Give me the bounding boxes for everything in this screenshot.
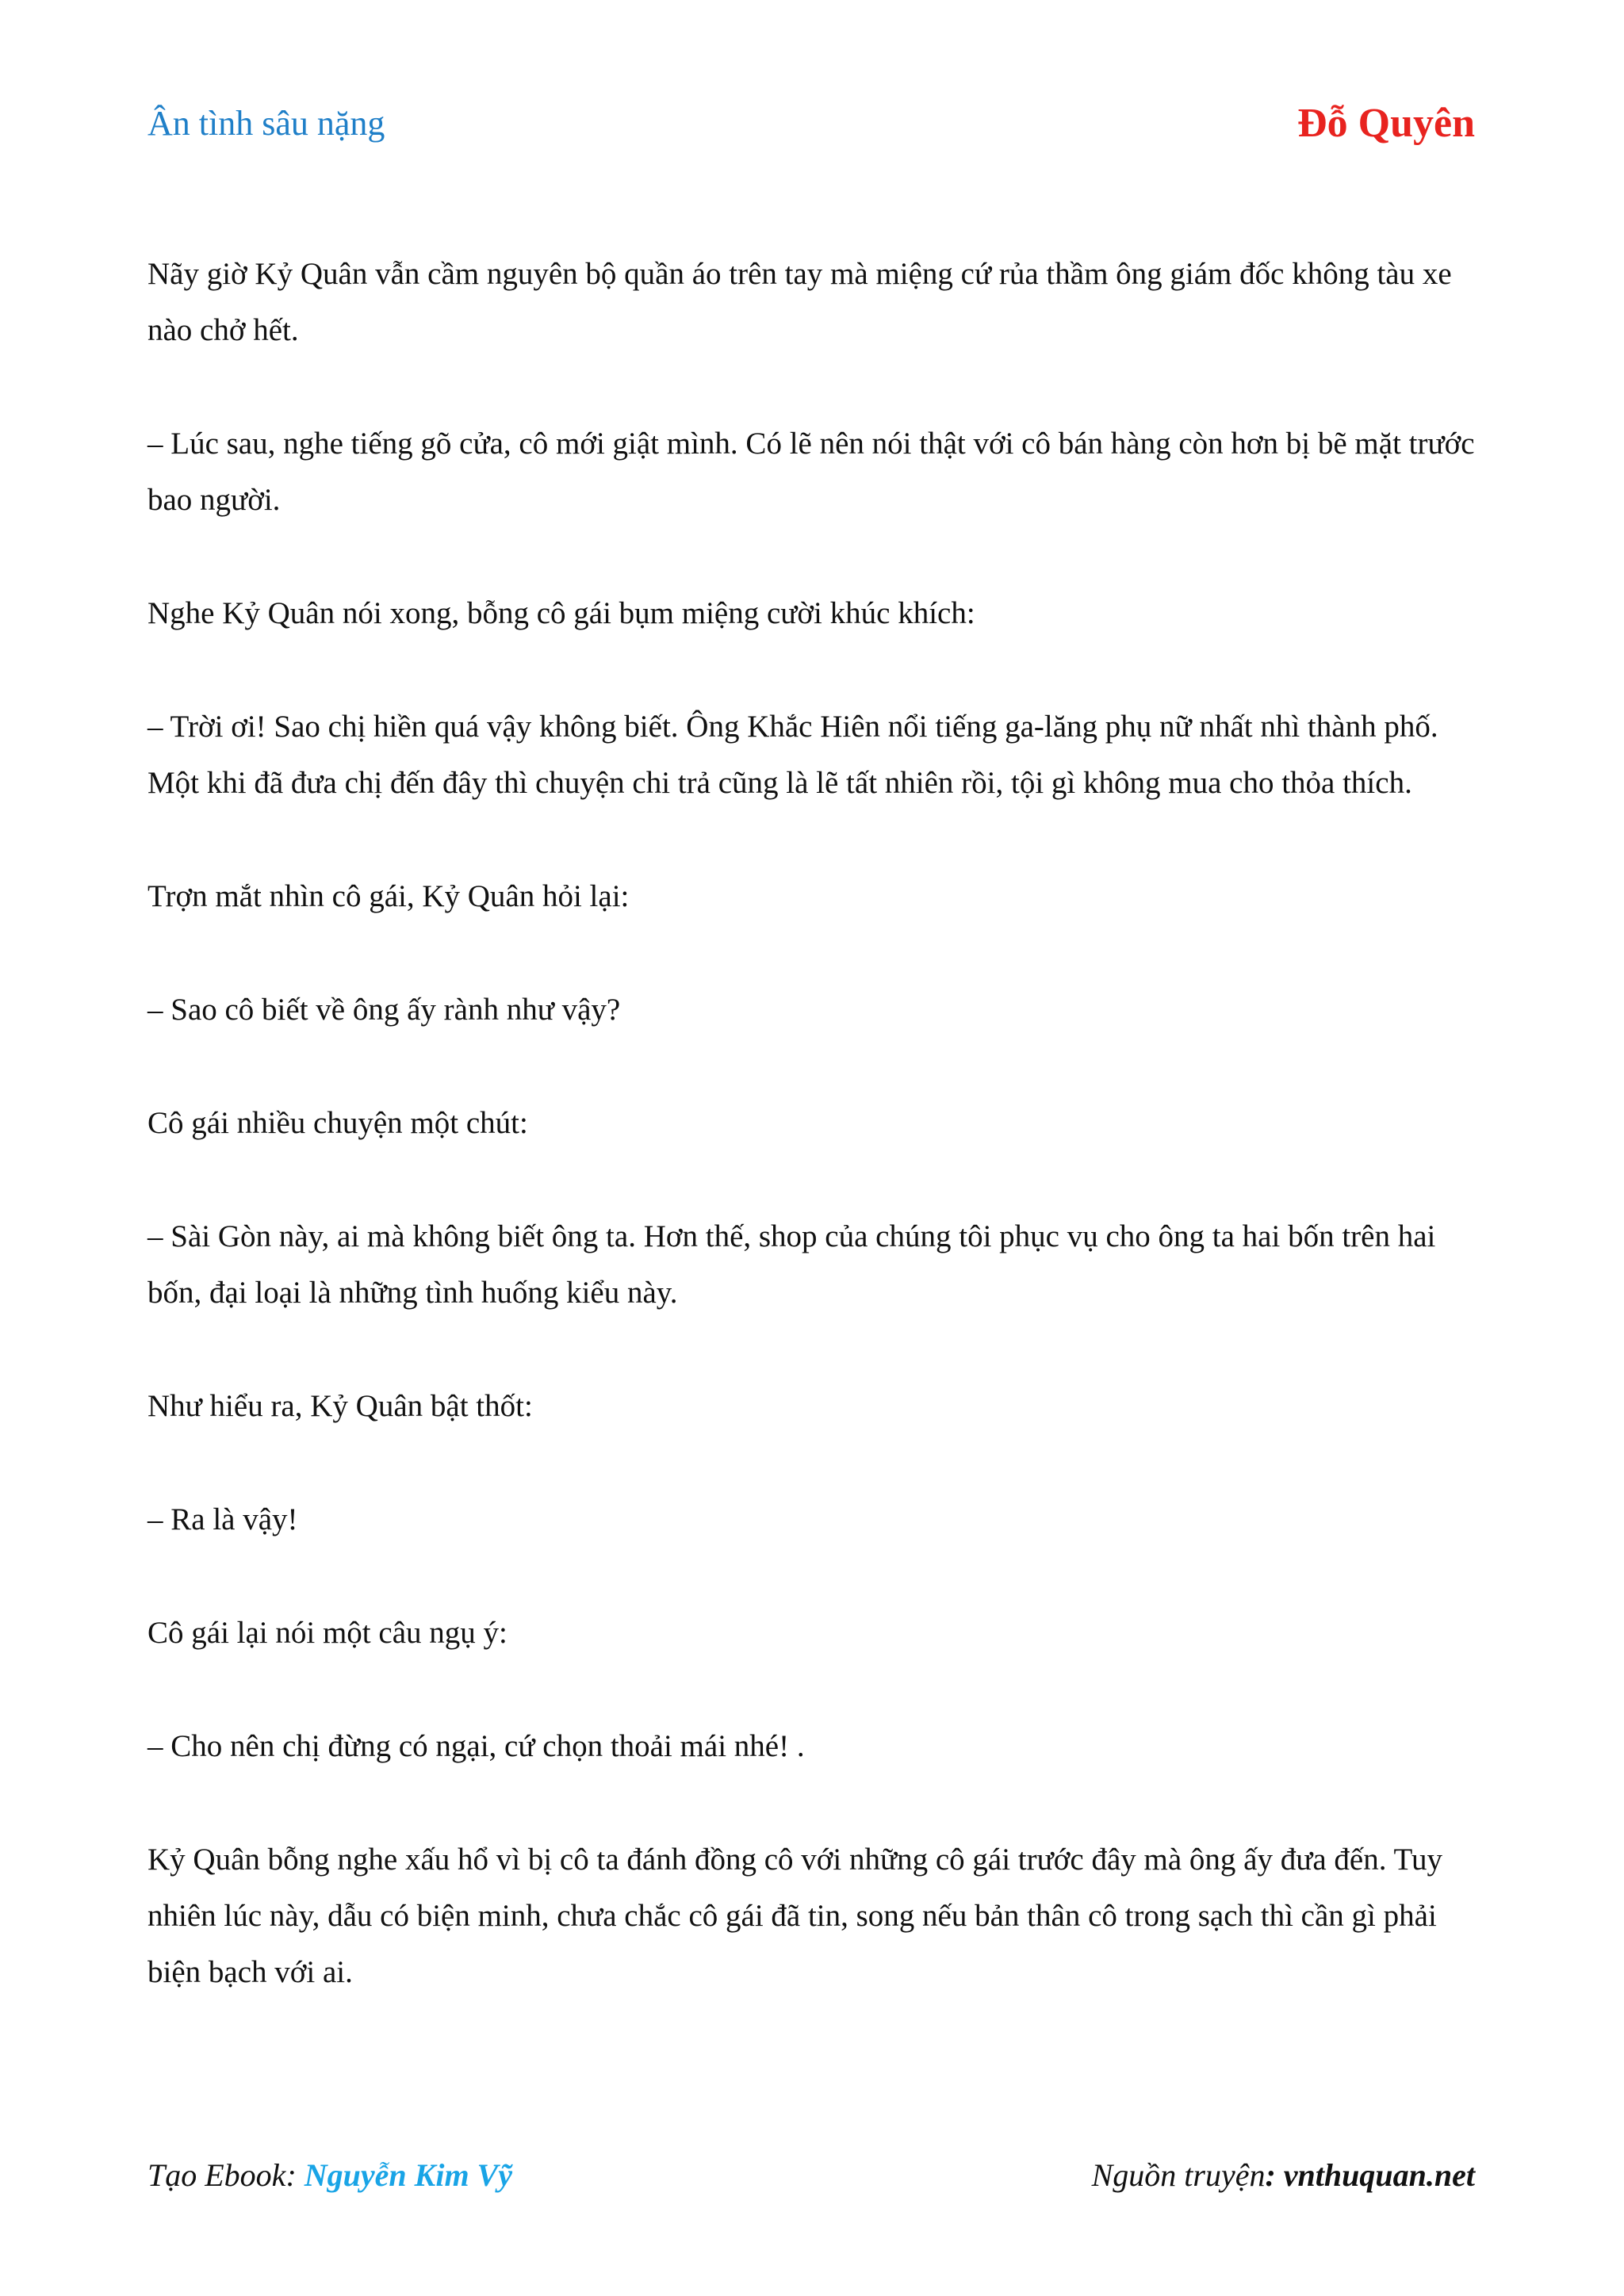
paragraph: – Ra là vậy! (147, 1502, 298, 1536)
source-credit (1092, 2156, 1475, 2194)
author-name: Đỗ Quyên (1297, 101, 1475, 146)
paragraph: – Cho nên chị đừng có ngại, cứ chọn thoải mái nhé! . (147, 1729, 805, 1763)
source-site-name: vnthuquan.net (1283, 2157, 1475, 2193)
paragraph: Kỷ Quân bỗng nghe xấu hổ vì bị cô ta đánh đồng cô với những cô gái trước đây mà ông ấy đưa đến. Tuy nhiên lúc này, dẫu có biện minh, chưa chắc cô gái đã tin, song nếu bản thân cô trong sạch thì cần gì phải biện bạch với ai. (147, 1843, 1442, 1989)
paragraph: – Sao cô biết về ông ấy rành như vậy? (147, 993, 621, 1027)
paragraph: – Trời ơi! Sao chị hiền quá vậy không biết. Ông Khắc Hiên nổi tiếng ga-lăng phụ nữ nhất nhì thành phố. Một khi đã đưa chị đến đây thì chuyện chi trả cũng là lẽ tất nhiên rồi, tội gì không mua cho thỏa thích. (147, 710, 1438, 800)
ebook-colon: : (285, 2157, 304, 2193)
page-header (147, 100, 1475, 155)
paragraph: Như hiểu ra, Kỷ Quân bật thốt: (147, 1389, 533, 1423)
paragraph: Nãy giờ Kỷ Quân vẫn cầm nguyên bộ quần áo trên tay mà miệng cứ rủa thầm ông giám đốc không tàu xe nào chở hết. (147, 257, 1452, 347)
book-title: Ân tình sâu nặng (147, 104, 385, 143)
paragraph: – Lúc sau, nghe tiếng gõ cửa, cô mới giật mình. Có lẽ nên nói thật với cô bán hàng còn hơn bị bẽ mặt trước bao người. (147, 427, 1475, 517)
source-colon: : (1265, 2157, 1284, 2193)
page-footer (147, 2156, 1475, 2204)
ebook-creator-name: Nguyễn Kim Vỹ (304, 2157, 512, 2193)
story-body (147, 246, 1480, 2057)
paragraph: Cô gái lại nói một câu ngụ ý: (147, 1616, 508, 1650)
paragraph: Cô gái nhiều chuyện một chút: (147, 1106, 528, 1140)
source-label: Nguồn truyện (1091, 2157, 1266, 2193)
ebook-credit (147, 2156, 512, 2194)
paragraph: Trợn mắt nhìn cô gái, Kỷ Quân hỏi lại: (147, 879, 630, 913)
paragraph: – Sài Gòn này, ai mà không biết ông ta. Hơn thế, shop của chúng tôi phục vụ cho ông ta hai bốn trên hai bốn, đại loại là những tình huống kiểu này. (147, 1219, 1436, 1310)
ebook-label: Tạo Ebook (147, 2157, 286, 2193)
paragraph: Nghe Kỷ Quân nói xong, bỗng cô gái bụm miệng cười khúc khích: (147, 596, 975, 630)
